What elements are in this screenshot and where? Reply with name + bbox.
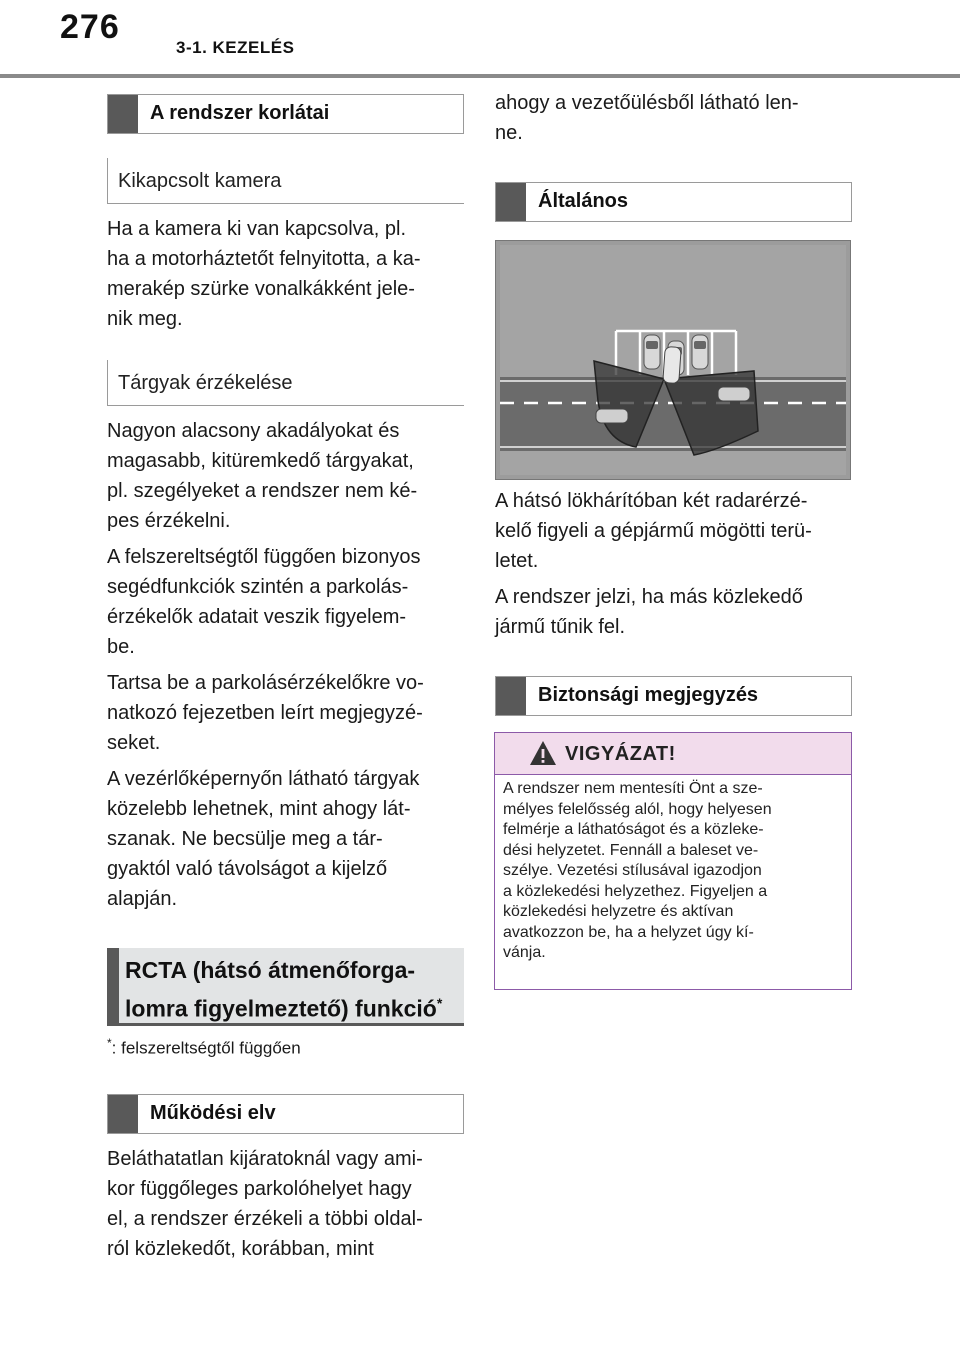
heading-bar: [496, 183, 526, 221]
rcta-bar: [107, 948, 119, 1026]
warning-box: [494, 732, 852, 990]
rcta-title: RCTA (hátsó átmenőforga- lomra figyelmeztető) funkció: [125, 957, 437, 1022]
rcta-diagram-svg: [496, 241, 850, 479]
warning-label: VIGYÁZAT!: [565, 743, 676, 765]
heading-limits: [107, 94, 464, 134]
heading-principle: [107, 1094, 464, 1134]
heading-bar: [108, 1095, 138, 1133]
header-rule: [0, 74, 960, 78]
chapter-title: 3-1. KEZELÉS: [176, 38, 295, 57]
rcta-diagram: [495, 240, 851, 480]
rcta-star: *: [436, 995, 443, 1011]
heading-safety-text: Biztonsági megjegyzés: [538, 684, 759, 706]
heading-bar: [496, 677, 526, 715]
warning-triangle-icon: [529, 739, 557, 767]
reversing-car: [663, 346, 681, 383]
page-number: 276: [60, 8, 120, 46]
heading-principle-text: Működési elv: [150, 1102, 276, 1124]
para-principle: Beláthatatlan kijáratoknál vagy ami- kor függőleges parkolóhelyet hagy el, a rendszer érzékeli a többi oldal- ról közlekedőt, korábban, mint: [107, 1148, 423, 1260]
para-object-3: Tartsa be a parkolásérzékelőkre vo- natkozó fejezetben leírt megjegyzé- seket.: [107, 672, 424, 754]
footnote-text: : felszereltségtől függően: [111, 1038, 301, 1058]
para-general-2: A rendszer jelzi, ha más közlekedő jármű tűnik fel.: [495, 586, 803, 638]
para-general-1: A hátsó lökhárítóban két radarérzé- kelő figyeli a gépjármű mögötti terü- letet.: [495, 490, 812, 572]
subheading-camera-off: Kikapcsolt kamera: [107, 158, 464, 204]
para-object-4: A vezérlőképernyőn látható tárgyak közelebb lehetnek, mint ahogy lát- szanak. Ne becsülje meg a tár- gyaktól való távolságot a kijelző alapján.: [107, 768, 420, 910]
heading-general-text: Általános: [538, 190, 629, 212]
rcta-heading-text: [125, 954, 442, 1026]
para-camera-off: Ha a kamera ki van kapcsolva, pl. ha a motorháztetőt felnyitotta, a ka- merakép szürke vonalkákként jele- nik meg.: [107, 218, 421, 330]
warning-header: [495, 733, 851, 775]
heading-safety: [495, 676, 852, 716]
para-continue: ahogy a vezetőülésből látható len- ne.: [495, 92, 799, 144]
footnote-star: *: [107, 1036, 112, 1050]
rcta-heading: [107, 948, 464, 1026]
heading-limits-text: A rendszer korlátai: [150, 102, 330, 124]
crossing-car-right: [718, 387, 750, 401]
para-object-2: A felszereltségtől függően bizonyos segédfunkciók szintén a parkolás- érzékelők adatait veszik figyelem- be.: [107, 546, 421, 658]
para-object-1: Nagyon alacsony akadályokat és magasabb, kitüremkedő tárgyakat, pl. szegélyeket a rendszer nem ké- pes érzékelni.: [107, 420, 418, 532]
footnote: [107, 1036, 301, 1059]
subheading-object-detect: Tárgyak érzékelése: [107, 360, 464, 406]
crossing-car-left: [596, 409, 628, 423]
warning-text: A rendszer nem mentesíti Önt a sze- mélyes felelősség alól, hogy helyesen felmérje a láthatóságot és a közleke- dési helyzetet. Fennáll a baleset ve- szélye. Vezetési stílusával igazodjon a közlekedési helyzethez. Figyeljen a közlekedési helyzetre és aktívan avatkozzon be, ha a helyzet úgy kí- vánja.: [503, 780, 772, 961]
heading-bar: [108, 95, 138, 133]
heading-general: [495, 182, 852, 222]
